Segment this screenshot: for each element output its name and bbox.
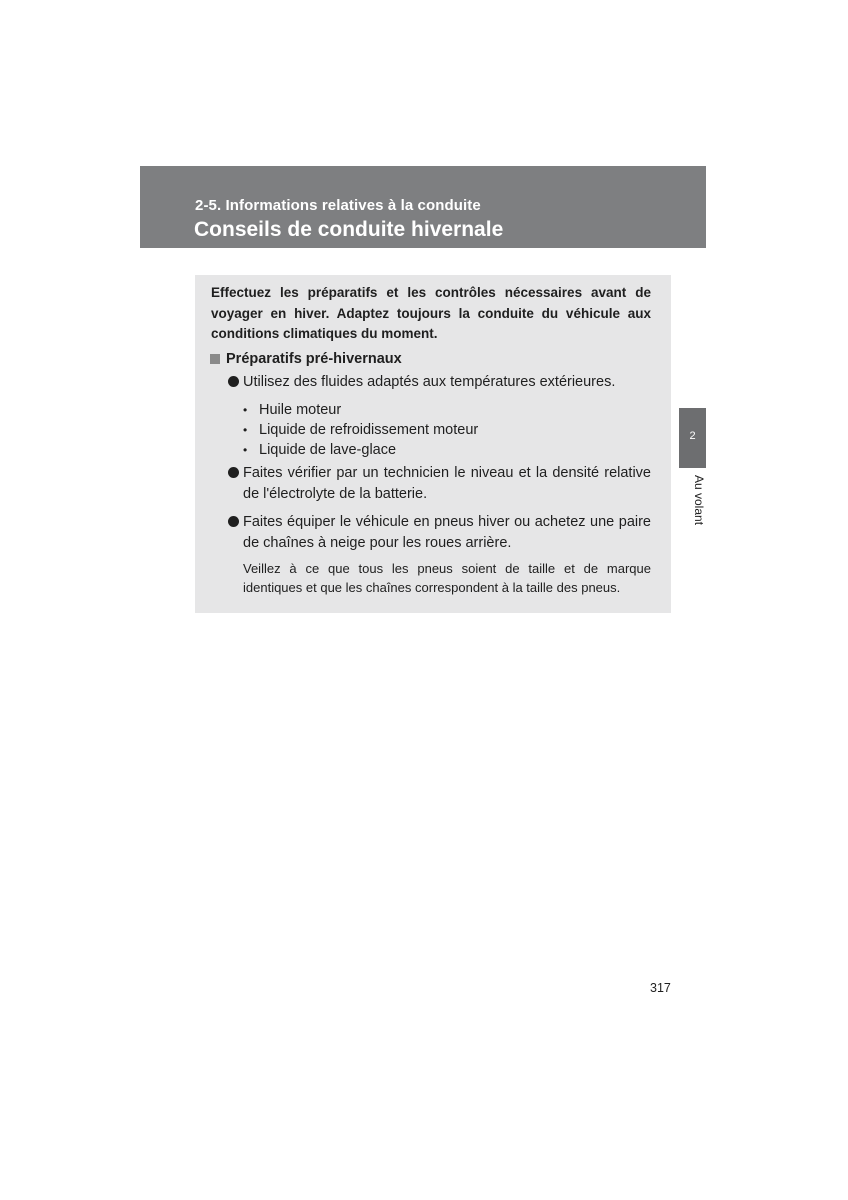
chapter-tab — [679, 408, 706, 468]
list-item — [228, 512, 651, 553]
circle-bullet-icon — [228, 467, 239, 478]
chapter-header — [140, 166, 706, 248]
chapter-number: 2 — [689, 430, 696, 442]
subsection-heading-text: Préparatifs pré-hivernaux — [226, 351, 402, 367]
dot-bullet-icon: • — [243, 423, 248, 437]
intro-text: Effectuez les préparatifs et les contrôles nécessaires avant de voyager en hiver. Adaptez toujours la conduite du véhicule aux conditions climatiques du moment. — [211, 285, 651, 341]
list-item-text: Utilisez des fluides adaptés aux températures extérieures. — [243, 374, 616, 390]
list-item — [228, 463, 651, 504]
subsection-heading — [210, 351, 402, 367]
fluid-item — [243, 400, 478, 420]
content-panel — [195, 275, 671, 613]
dot-bullet-icon: • — [243, 443, 248, 457]
fluid-item — [243, 420, 478, 440]
list-item — [228, 372, 651, 393]
list-item-text: Faites équiper le véhicule en pneus hiver ou achetez une paire de chaînes à neige pour les roues arrière. — [243, 514, 651, 551]
page-number: 317 — [650, 981, 671, 995]
fluid-item-text: Liquide de refroidissement moteur — [259, 422, 479, 438]
section-label: 2-5. Informations relatives à la conduite — [195, 197, 481, 214]
fluid-item-text: Huile moteur — [259, 402, 342, 418]
page-title: Conseils de conduite hivernale — [194, 218, 504, 241]
circle-bullet-icon — [228, 376, 239, 387]
fluid-item-text: Liquide de lave-glace — [259, 442, 397, 458]
fluid-item — [243, 440, 478, 460]
fluid-list — [243, 400, 478, 460]
circle-bullet-icon — [228, 516, 239, 527]
list-item-text: Faites vérifier par un technicien le niveau et la densité relative de l'électrolyte de la batterie. — [243, 465, 651, 502]
dot-bullet-icon: • — [243, 403, 248, 417]
chapter-label: Au volant — [692, 475, 706, 526]
square-bullet-icon — [210, 354, 220, 364]
tire-note: Veillez à ce que tous les pneus soient de taille et de marque identiques et que les chaînes correspondent à la taille des pneus. — [243, 561, 651, 595]
